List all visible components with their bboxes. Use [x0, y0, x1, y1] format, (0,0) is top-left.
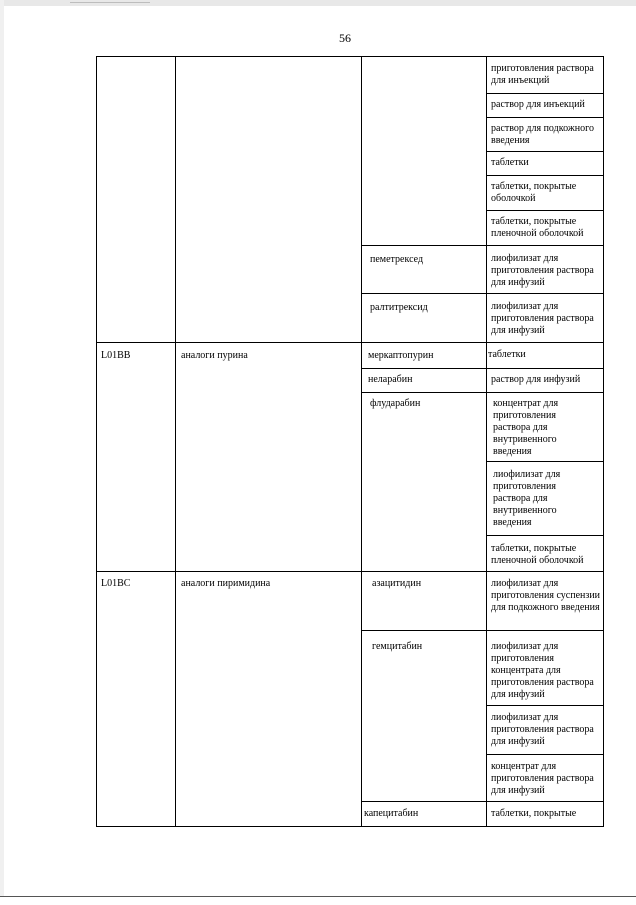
substance-name: пеметрексед: [370, 254, 424, 265]
form-divider: [486, 754, 604, 755]
dosage-form: лиофилизат для приготовления раствора для инфузий: [491, 301, 594, 336]
atc-code: L01BB: [101, 350, 131, 361]
substance-divider: [361, 630, 604, 631]
column-divider-group: [361, 56, 362, 827]
substance-name: капецитабин: [364, 808, 419, 819]
form-divider: [486, 461, 604, 462]
substance-divider: [361, 245, 604, 246]
substance-divider: [361, 368, 604, 369]
substance-name: флударабин: [370, 398, 421, 409]
table-border-left: [96, 56, 97, 827]
dosage-form: таблетки, покрытые пленочной оболочкой: [491, 543, 584, 566]
dosage-form: таблетки: [488, 349, 526, 360]
scan-left-edge: [0, 0, 4, 904]
substance-name: гемцитабин: [372, 641, 423, 652]
column-divider-inn: [486, 56, 487, 827]
table-border-right: [603, 56, 604, 827]
form-divider: [486, 117, 604, 118]
substance-name: неларабин: [368, 374, 413, 385]
dosage-form: таблетки, покрытые: [491, 808, 577, 819]
form-divider: [486, 535, 604, 536]
substance-name: меркаптопурин: [368, 350, 434, 361]
group-divider-l01bc: [96, 571, 604, 572]
dosage-form: лиофилизат для приготовления концентрата для приготовления раствора для инфузий: [491, 641, 594, 700]
form-divider: [486, 175, 604, 176]
dosage-form: раствор для подкожного введения: [491, 123, 594, 146]
form-divider: [486, 93, 604, 94]
scan-top-edge: [0, 0, 636, 6]
group-name: аналоги пиримидина: [181, 578, 271, 589]
group-divider-l01bb: [96, 342, 604, 343]
dosage-form: лиофилизат для приготовления суспензии для подкожного введения: [491, 578, 601, 613]
substance-divider: [361, 801, 604, 802]
substance-divider: [361, 392, 604, 393]
form-divider: [486, 705, 604, 706]
column-divider-code: [175, 56, 176, 827]
table-border-bottom: [96, 826, 604, 827]
substance-name: азацитидин: [372, 578, 422, 589]
group-name: аналоги пурина: [181, 350, 248, 361]
dosage-form: таблетки, покрытые оболочкой: [491, 181, 577, 204]
dosage-form: концентрат для приготовления раствора для внутривенного введения: [493, 398, 559, 457]
dosage-form: раствор для инъекций: [491, 99, 585, 110]
dosage-form: таблетки, покрытые пленочной оболочкой: [491, 216, 584, 239]
dosage-form: концентрат для приготовления раствора для инфузий: [491, 761, 594, 796]
dosage-form: лиофилизат для приготовления раствора для инфузий: [491, 712, 594, 747]
form-divider: [486, 151, 604, 152]
table-border-top: [96, 56, 604, 57]
substance-name: ралтитрексид: [370, 302, 428, 313]
form-divider: [486, 210, 604, 211]
dosage-form: приготовления раствора для инъекций: [491, 63, 594, 86]
dosage-form: раствор для инфузий: [491, 374, 581, 385]
page-number: 56: [339, 31, 351, 45]
dosage-form: таблетки: [491, 157, 529, 168]
dosage-form: лиофилизат для приготовления раствора для внутривенного введения: [493, 469, 561, 528]
substance-divider: [361, 293, 604, 294]
dosage-form: лиофилизат для приготовления раствора для инфузий: [491, 253, 594, 288]
atc-code: L01BC: [101, 578, 131, 589]
